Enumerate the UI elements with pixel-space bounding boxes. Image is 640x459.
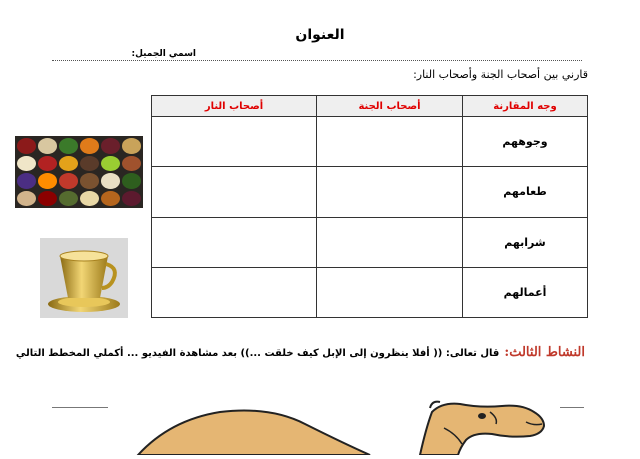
column-header-paradise: أصحاب الجنة [317,96,463,117]
answer-cell-hell[interactable] [152,267,317,317]
table-row [152,117,588,167]
activity-label: النشاط الثالث: [504,345,585,360]
row-label-drink: شرابهم [463,217,588,267]
row-label-deeds: أعمالهم [463,267,588,317]
page-title: العنوان [295,27,345,43]
food-bowls-icon [15,136,143,208]
activity-instruction: قال تعالى: (( أفلا ينظرون إلى الإبل كيف خلقت ...)) بعد مشاهدة الفيديو ... أكملي المخطط التالي [15,348,500,359]
golden-cup-icon [40,238,128,318]
answer-cell-hell[interactable] [152,217,317,267]
comparison-table [151,95,588,318]
answer-cell-paradise[interactable] [317,267,463,317]
table-row [152,217,588,267]
table-row [152,267,588,317]
answer-cell-hell[interactable] [152,167,317,217]
column-header-aspect: وجه المقارنة [463,96,588,117]
answer-cell-hell[interactable] [152,117,317,167]
name-label: اسمي الجميل: [131,49,196,59]
row-label-food: طعامهم [463,167,588,217]
camel-icon [130,398,570,459]
row-label-faces: وجوههم [463,117,588,167]
answer-cell-paradise[interactable] [317,217,463,267]
table-header-row [152,96,588,117]
name-field[interactable] [52,60,582,61]
answer-cell-paradise[interactable] [317,117,463,167]
activity-three [16,341,585,360]
table-row [152,167,588,217]
divider-left [52,407,108,408]
column-header-hell: أصحاب النار [152,96,317,117]
answer-cell-paradise[interactable] [317,167,463,217]
question-prompt: قارني بين أصحاب الجنة وأصحاب النار: [413,68,588,81]
